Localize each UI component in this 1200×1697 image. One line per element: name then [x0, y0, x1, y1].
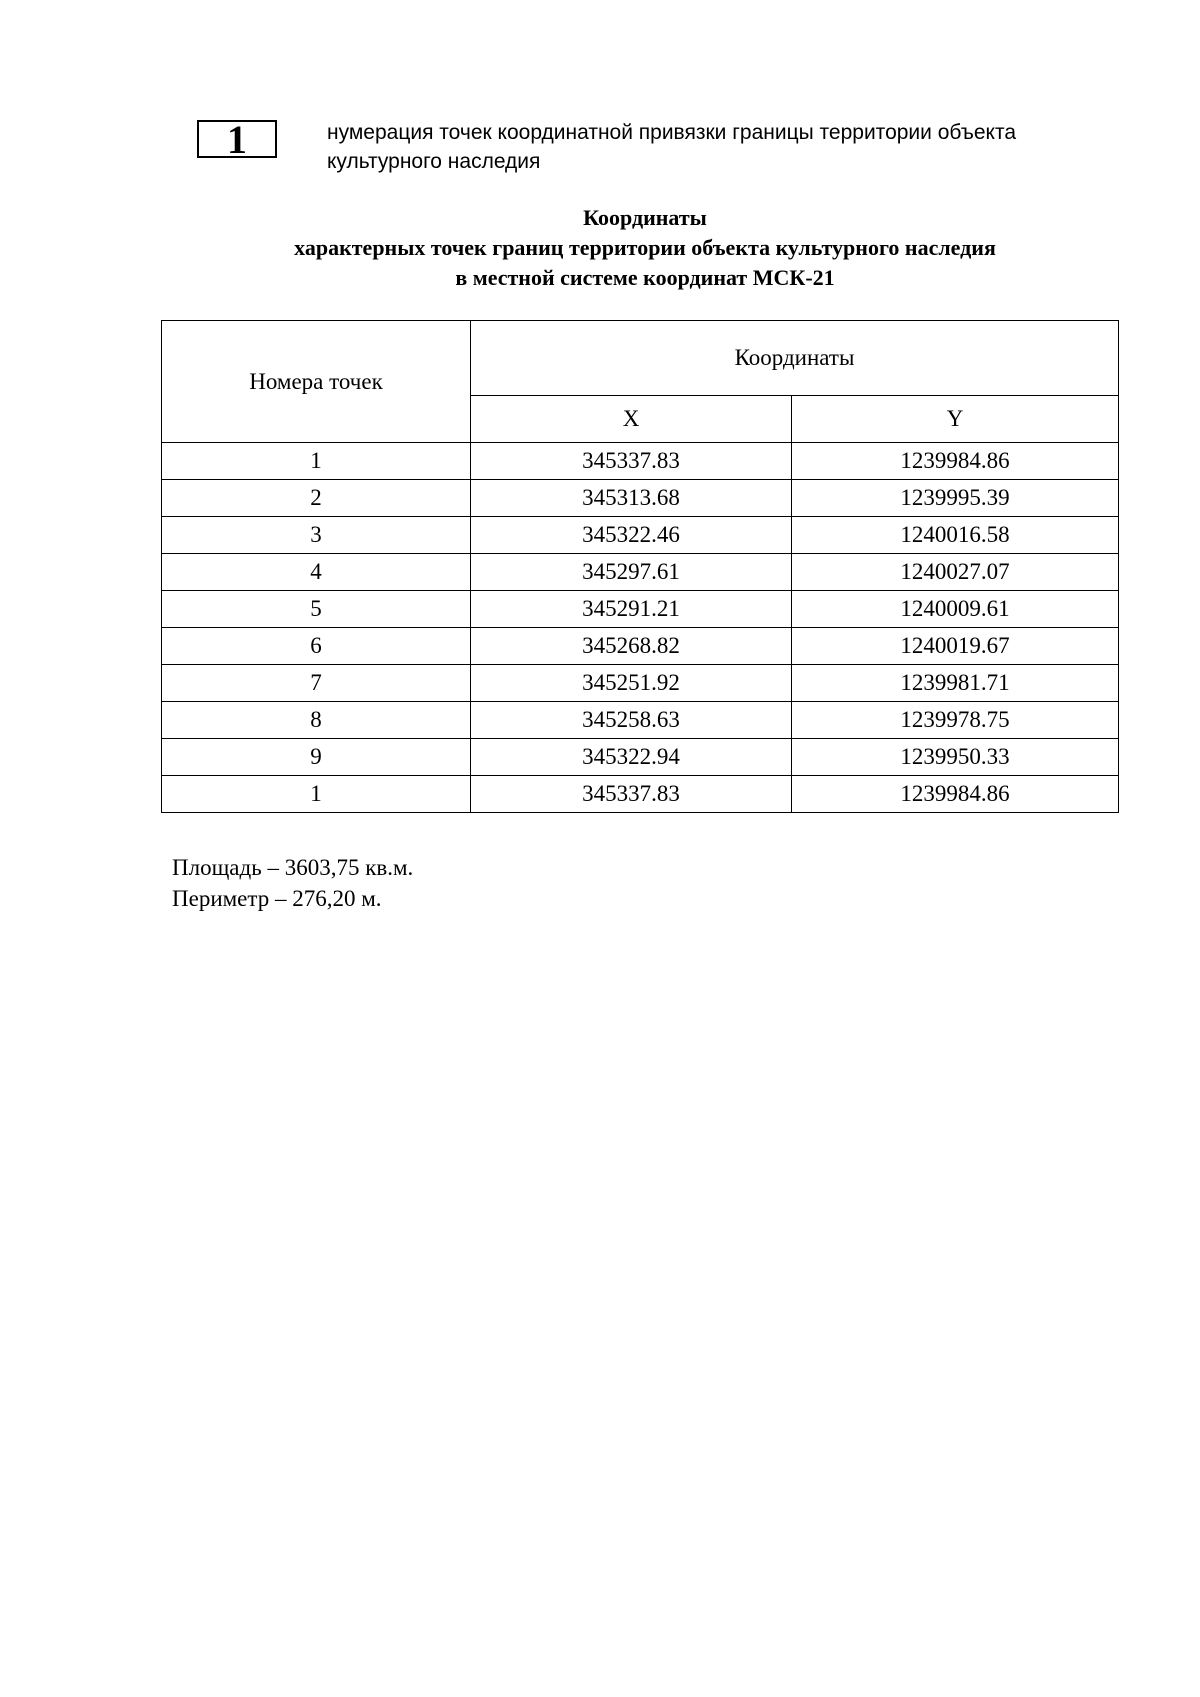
- table-row: [162, 702, 1119, 739]
- title-line-1: Координаты: [583, 205, 707, 230]
- table-body: [162, 443, 1119, 813]
- table-row: [162, 739, 1119, 776]
- cell-y: 1239950.33: [792, 739, 1119, 776]
- coordinates-table: [161, 320, 1119, 813]
- cell-y: 1239978.75: [792, 702, 1119, 739]
- cell-x: 345337.83: [471, 776, 792, 813]
- cell-x: 345322.46: [471, 517, 792, 554]
- table-header-row: [162, 321, 1119, 396]
- cell-x: 345322.94: [471, 739, 792, 776]
- cell-x: 345297.61: [471, 554, 792, 591]
- document-title: [100, 203, 1190, 293]
- cell-point: 2: [162, 480, 471, 517]
- cell-point: 4: [162, 554, 471, 591]
- cell-x: 345268.82: [471, 628, 792, 665]
- cell-x: 345251.92: [471, 665, 792, 702]
- cell-point: 1: [162, 443, 471, 480]
- cell-point: 1: [162, 776, 471, 813]
- table-row: [162, 776, 1119, 813]
- cell-y: 1239995.39: [792, 480, 1119, 517]
- cell-y: 1240027.07: [792, 554, 1119, 591]
- cell-y: 1240009.61: [792, 591, 1119, 628]
- legend-point-number-box: 1: [197, 120, 277, 158]
- area-text: Площадь – 3603,75 кв.м.: [172, 855, 414, 880]
- table-row: [162, 517, 1119, 554]
- cell-point: 9: [162, 739, 471, 776]
- perimeter-text: Периметр – 276,20 м.: [172, 886, 382, 911]
- cell-point: 7: [162, 665, 471, 702]
- cell-y: 1239981.71: [792, 665, 1119, 702]
- header-y: Y: [792, 396, 1119, 443]
- legend-description: [327, 118, 1087, 176]
- cell-y: 1240016.58: [792, 517, 1119, 554]
- summary: [172, 852, 413, 914]
- cell-x: 345291.21: [471, 591, 792, 628]
- cell-point: 3: [162, 517, 471, 554]
- cell-point: 8: [162, 702, 471, 739]
- table-row: [162, 480, 1119, 517]
- header-coordinates: Координаты: [471, 321, 1119, 396]
- table-row: [162, 443, 1119, 480]
- cell-y: 1240019.67: [792, 628, 1119, 665]
- cell-x: 345313.68: [471, 480, 792, 517]
- cell-point: 5: [162, 591, 471, 628]
- table-row: [162, 628, 1119, 665]
- title-line-3: в местной системе координат МСК-21: [455, 265, 835, 290]
- cell-point: 6: [162, 628, 471, 665]
- legend: [197, 118, 1097, 178]
- header-x: X: [471, 396, 792, 443]
- cell-y: 1239984.86: [792, 776, 1119, 813]
- legend-text-line-2: культурного наследия: [327, 150, 541, 173]
- title-line-2: характерных точек границ территории объекта культурного наследия: [294, 235, 996, 260]
- cell-x: 345258.63: [471, 702, 792, 739]
- cell-x: 345337.83: [471, 443, 792, 480]
- legend-text-line-1: нумерация точек координатной привязки границы территории объекта: [327, 121, 1017, 144]
- table-row: [162, 554, 1119, 591]
- table-row: [162, 665, 1119, 702]
- table-row: [162, 591, 1119, 628]
- cell-y: 1239984.86: [792, 443, 1119, 480]
- header-point-numbers: Номера точек: [162, 321, 471, 443]
